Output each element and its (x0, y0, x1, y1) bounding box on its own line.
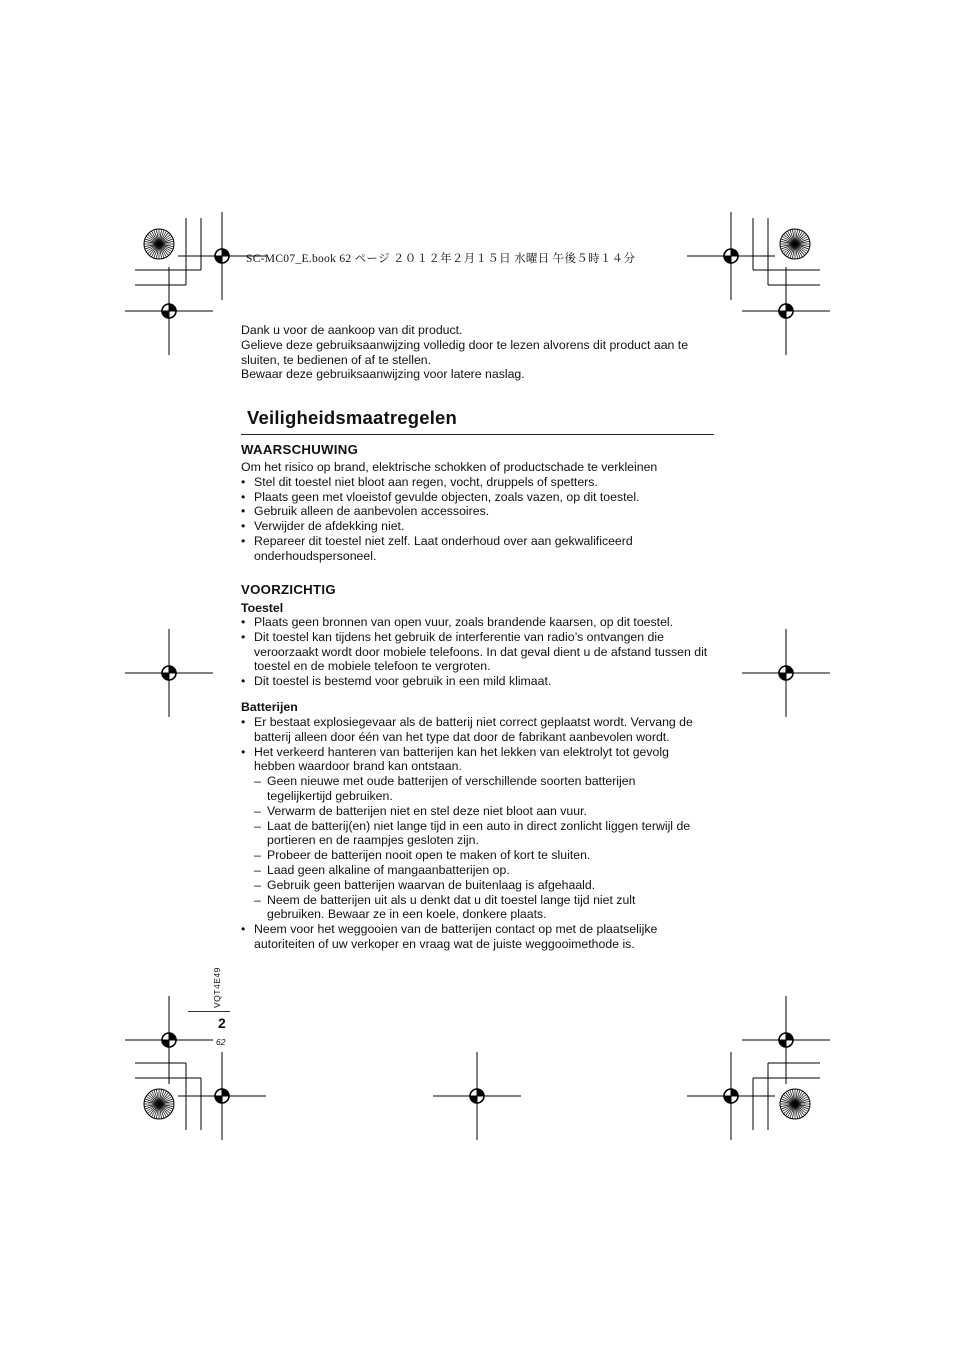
list-item: • Verwijder de afdekking niet. (241, 519, 715, 534)
registration-mark (125, 996, 213, 1084)
registration-mark (742, 629, 830, 717)
list-item (241, 745, 715, 923)
list-item-text: • Het verkeerd hanteren van batterijen kan het lekken van elektrolyt tot gevolg hebben waardoor brand kan ontstaan. (254, 744, 669, 774)
star-target-mark (780, 1089, 810, 1119)
title-divider (241, 434, 714, 435)
star-target-mark (780, 229, 810, 259)
intro-line: Gelieve deze gebruiksaanwijzing volledig door te lezen alvorens dit product aan te sluiten, te bedienen of af te stellen. (241, 337, 689, 367)
page-title: Veiligheidsmaatregelen (247, 407, 458, 428)
batteries-sublist (254, 774, 715, 922)
registration-mark (687, 212, 775, 300)
list-item: • Neem voor het weggooien van de batterijen contact op met de plaatselijke autoriteiten of uw verkoper en vraag wat de juiste weggooimethode is. (241, 922, 715, 952)
doc-code: VQT4E49 (212, 967, 222, 1008)
list-item: • Er bestaat explosiegevaar als de batterij niet correct geplaatst wordt. Vervang de batterij alleen door één van het type dat door de fabrikant aanbevolen wordt. (241, 715, 715, 745)
intro-text (241, 323, 721, 382)
registration-mark (125, 629, 213, 717)
batteries-list (241, 715, 715, 952)
list-item: • Gebruik alleen de aanbevolen accessoires. (241, 504, 715, 519)
sub-list-item: – Laad geen alkaline of mangaanbatterijen op. (254, 863, 715, 878)
warning-heading: WAARSCHUWING (241, 442, 359, 457)
warning-lead: Om het risico op brand, elektrische schokken of productschade te verkleinen (241, 460, 658, 474)
device-section (241, 615, 715, 689)
page-number: 2 (218, 1015, 226, 1031)
intro-line: Dank u voor de aankoop van dit product. (241, 323, 463, 337)
sub-list-item: – Laat de batterij(en) niet lange tijd in een auto in direct zonlicht liggen terwijl de portieren en de raampjes gesloten zijn. (254, 819, 715, 849)
batteries-heading: Batterijen (241, 700, 298, 714)
star-target-mark (144, 229, 174, 259)
list-item: • Plaats geen met vloeistof gevulde objecten, zoals vazen, op dit toestel. (241, 490, 715, 505)
list-item: • Dit toestel kan tijdens het gebruik de interferentie van radio’s ontvangen die veroorzaakt wordt door mobiele telefoons. In dat geval dient u de afstand tussen dit toestel en de mobiele telefoon te vergroten. (241, 630, 715, 674)
device-list (241, 615, 715, 689)
page-number-divider (188, 1011, 230, 1012)
registration-mark (742, 267, 830, 355)
list-item: • Dit toestel is bestemd voor gebruik in een mild klimaat. (241, 674, 715, 689)
print-header: SC-MC07_E.book 62 ページ ２０１２年２月１５日 水曜日 午後５時１４分 (246, 253, 636, 265)
warning-list (241, 475, 715, 564)
list-item: • Stel dit toestel niet bloot aan regen, vocht, druppels of spetters. (241, 475, 715, 490)
sub-list-item: – Verwarm de batterijen niet en stel deze niet bloot aan vuur. (254, 804, 715, 819)
intro-line: Bewaar deze gebruiksaanwijzing voor latere naslag. (241, 367, 525, 382)
star-target-mark (144, 1089, 174, 1119)
list-item: • Plaats geen bronnen van open vuur, zoals brandende kaarsen, op dit toestel. (241, 615, 715, 630)
sub-list-item: – Gebruik geen batterijen waarvan de buitenlaag is afgehaald. (254, 878, 715, 893)
sub-list-item: – Geen nieuwe met oude batterijen of verschillende soorten batterijen tegelijkertijd gebruiken. (254, 774, 715, 804)
sub-list-item: – Probeer de batterijen nooit open te maken of kort te sluiten. (254, 848, 715, 863)
book-page-number: 62 (216, 1037, 226, 1047)
registration-mark (433, 1052, 521, 1140)
warning-section (241, 460, 715, 564)
registration-mark (178, 1052, 266, 1140)
device-heading: Toestel (241, 601, 284, 615)
registration-mark (742, 996, 830, 1084)
sub-list-item: – Neem de batterijen uit als u denkt dat u dit toestel lange tijd niet zult gebruiken. Bewaar ze in een koele, donkere plaats. (254, 893, 715, 923)
caution-heading: VOORZICHTIG (241, 582, 336, 597)
registration-mark (687, 1052, 775, 1140)
batteries-section (241, 715, 715, 952)
list-item: • Repareer dit toestel niet zelf. Laat onderhoud over aan gekwalificeerd onderhoudspersoneel. (241, 534, 715, 564)
registration-mark (125, 267, 213, 355)
